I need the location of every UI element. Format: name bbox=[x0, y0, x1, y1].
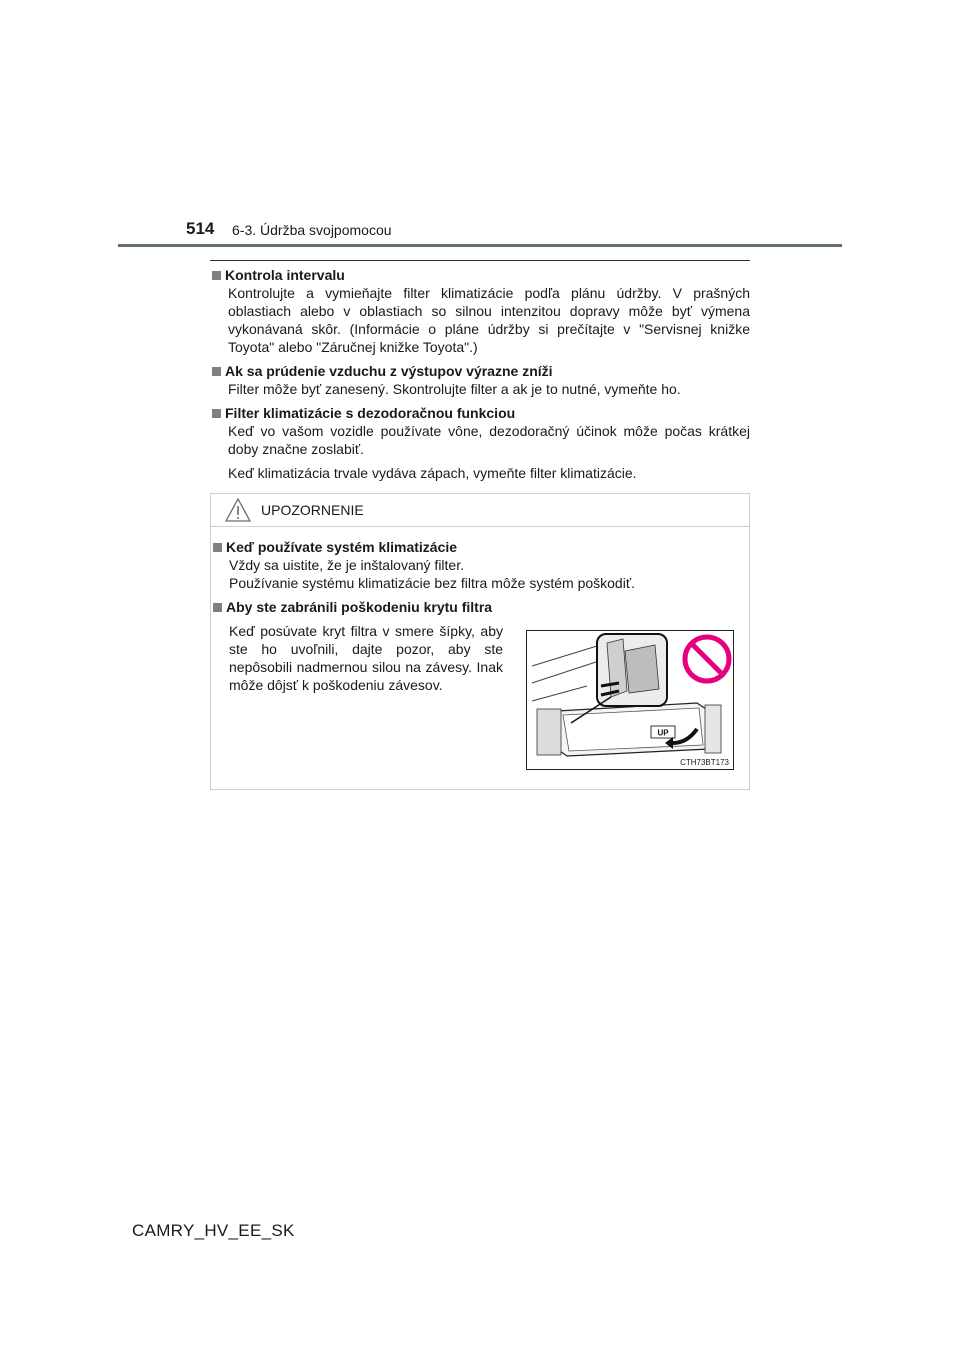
warning-item bbox=[211, 538, 749, 592]
warning-item bbox=[211, 598, 749, 616]
item-paragraph: Keď vo vašom vozidle používate vône, dezodoračný účinok môže počas krátkej doby značne zoslabiť. bbox=[228, 423, 750, 457]
item-paragraph: Kontrolujte a vymieňajte filter klimatizácie podľa plánu údržby. V prašných oblastiach alebo v oblastiach so silnou intenzitou dopravy môže byť výmena vykonávaná skôr. (Informácie o pláne údržby si prečítajte v "Servisnej knižke Toyota" alebo "Záručnej knižke Toyota".) bbox=[228, 285, 750, 355]
bullet-square-icon bbox=[213, 543, 222, 552]
warning-line: Vždy sa uistite, že je inštalovaný filter. bbox=[229, 557, 464, 573]
bullet-square-icon bbox=[213, 603, 222, 612]
content bbox=[210, 266, 750, 488]
info-item bbox=[210, 266, 750, 356]
info-item bbox=[210, 362, 750, 398]
warning-triangle-icon bbox=[225, 498, 251, 522]
warning-header bbox=[211, 494, 749, 527]
item-paragraph: Filter môže byť zanesený. Skontrolujte filter a ak je to nutné, vymeňte ho. bbox=[228, 381, 681, 397]
warning-box bbox=[210, 493, 750, 790]
warning-content bbox=[211, 538, 749, 622]
page-number: 514 bbox=[186, 219, 215, 238]
footer-code: CAMRY_HV_EE_SK bbox=[132, 1221, 295, 1240]
prohibition-icon bbox=[685, 637, 729, 681]
filter-cover-illustration bbox=[526, 630, 734, 770]
item-title: Filter klimatizácie s dezodoračnou funkciou bbox=[225, 405, 516, 421]
filter-cover-drawing bbox=[527, 631, 733, 769]
bullet-square-icon bbox=[212, 271, 221, 280]
illustration-caption: CTH73BT173 bbox=[680, 758, 729, 767]
info-item bbox=[210, 404, 750, 482]
item-paragraph: Keď klimatizácia trvale vydáva zápach, vymeňte filter klimatizácie. bbox=[228, 465, 637, 481]
content-top-rule bbox=[210, 260, 750, 261]
item-title: Ak sa prúdenie vzduchu z výstupov výrazne zníži bbox=[225, 363, 553, 379]
header-rule bbox=[118, 244, 842, 247]
bullet-square-icon bbox=[212, 367, 221, 376]
warning-title: UPOZORNENIE bbox=[261, 502, 364, 518]
up-label: UP bbox=[657, 728, 669, 738]
warning-text: Keď posúvate kryt filtra v smere šípky, aby ste ho uvoľnili, dajte pozor, aby ste nepôsobili nadmernou silou na závesy. Inak môže dôjsť k poškodeniu závesov. bbox=[229, 623, 503, 693]
warning-item-title: Keď používate systém klimatizácie bbox=[226, 539, 458, 555]
section-title: 6-3. Údržba svojpomocou bbox=[232, 222, 392, 238]
bullet-square-icon bbox=[212, 409, 221, 418]
warning-item-title: Aby ste zabránili poškodeniu krytu filtra bbox=[226, 599, 493, 615]
warning-line: Používanie systému klimatizácie bez filtra môže systém poškodiť. bbox=[229, 575, 635, 591]
item-title: Kontrola intervalu bbox=[225, 267, 345, 283]
